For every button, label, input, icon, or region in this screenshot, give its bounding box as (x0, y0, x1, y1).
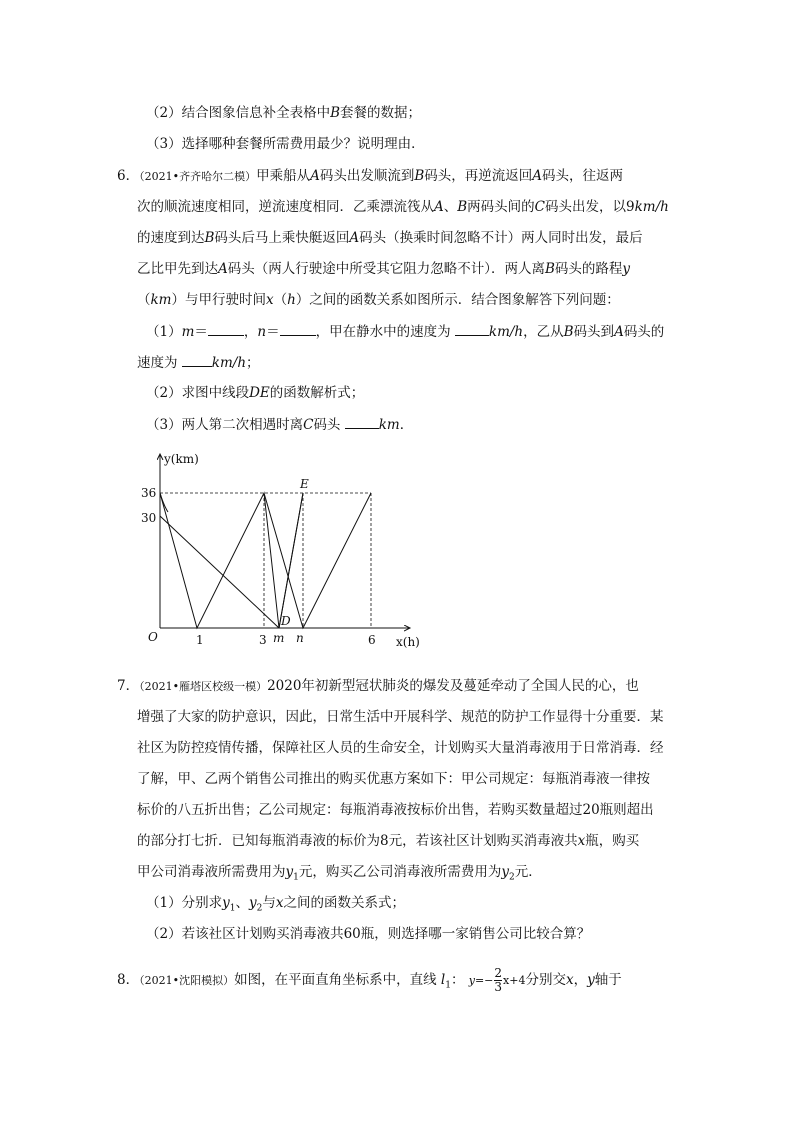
q7-line5: 标价的八五折出售；乙公司规定：每瓶消毒液按标价出售，若购买数量超过20瓶则超出 (137, 802, 654, 818)
q7-line6: 的部分打七折．已知每瓶消毒液的标价为8元，若该社区计划购买消毒液共x瓶，购买 (137, 833, 640, 849)
q5-part2: （2）结合图象信息补全表格中B套餐的数据； (146, 105, 422, 121)
q7-line1: 7．（2021•雁塔区校级一模）2020年初新型冠状肺炎的爆发及蔓延牵动了全国人民的心，也 (117, 678, 639, 694)
answer-blank-n[interactable] (280, 321, 316, 336)
origin-label: O (148, 630, 158, 644)
answer-blank-distance[interactable] (345, 414, 379, 429)
q7-line7: 甲公司消毒液所需费用为$y_1$元，购买乙公司消毒液所需费用为$y_2$元． (137, 864, 542, 883)
q8-line1: 8．（2021•沈阳模拟）如图，在平面直角坐标系中，直线 $l_1$： y=− $\frac{2}{3}$ x+4分别交x，y轴于 (117, 966, 622, 994)
fraction-two-thirds: $\frac{2}{3}$ (494, 966, 503, 994)
x-axis-label: x(h) (396, 635, 420, 649)
q6-part1: （1）m＝ ，n＝ ，甲在静水中的速度为 km/h，乙从B码头到A码头的 (146, 321, 664, 342)
series-yi-raft (160, 516, 279, 628)
q7-line2: 增强了大家的防护意识，因此，日常生活中开展科学、规范的防护工作显得十分重要．某 (137, 709, 664, 725)
x-tick-6: 6 (368, 633, 376, 647)
point-e-label: E (300, 477, 309, 491)
q7-part2: （2）若该社区计划购买消毒液共60瓶，则选择哪一家销售公司比较合算？ (146, 926, 591, 942)
y-tick-36: 36 (141, 486, 157, 500)
answer-blank-m[interactable] (208, 321, 244, 336)
answer-blank-b-speed[interactable] (182, 352, 212, 367)
x-tick-3: 3 (259, 633, 267, 647)
series-jia-part1 (160, 493, 303, 628)
q7-line4: 了解，甲、乙两个销售公司推出的购买优惠方案如下：甲公司规定：每瓶消毒液一律按 (137, 771, 650, 787)
x-tick-m: m (273, 631, 285, 645)
q6-line3: 的速度到达B码头后马上乘快艇返回A码头（换乘时间忽略不计）两人同时出发，最后 (137, 230, 643, 246)
answer-blank-still-water-speed[interactable] (455, 321, 489, 336)
q6-part2: （2）求图中线段DE的函数解析式； (146, 385, 365, 401)
x-tick-1: 1 (196, 633, 204, 647)
point-d-label: D (281, 614, 291, 628)
q7-part1: （1）分别求$y_1$、$y_2$与x之间的函数关系式； (146, 895, 405, 914)
q6-line4: 乙比甲先到达A码头（两人行驶途中所受其它阻力忽略不计）．两人离B码头的路程y (137, 261, 631, 277)
x-tick-n: n (296, 631, 304, 645)
q6-part3: （3）两人第二次相遇时离C码头 km． (146, 414, 413, 435)
y-tick-30: 30 (141, 511, 157, 525)
q6-line5: （km）与甲行驶时间x（h）之间的函数关系如图所示．结合图象解答下列问题： (137, 292, 620, 308)
series-jia-part2 (264, 493, 371, 628)
q6-part1-cont: 速度为 km/h； (137, 352, 260, 373)
y-axis-label: y(km) (164, 452, 199, 466)
q6-line2: 次的顺流速度相同，逆流速度相同．乙乘漂流筏从A、B两码头间的C码头出发，以9km/h (137, 199, 669, 215)
segment-de (279, 493, 303, 628)
distance-time-graph (138, 448, 428, 656)
q6-line1: 6．（2021•齐齐哈尔二模）甲乘船从A码头出发顺流到B码头，再逆流返回A码头，往返两 (117, 168, 623, 184)
q5-part3: （3）选择哪种套餐所需费用最少？说明理由． (146, 136, 425, 152)
q7-line3: 社区为防控疫情传播，保障社区人员的生命安全，计划购买大量消毒液用于日常消毒．经 (137, 740, 664, 756)
